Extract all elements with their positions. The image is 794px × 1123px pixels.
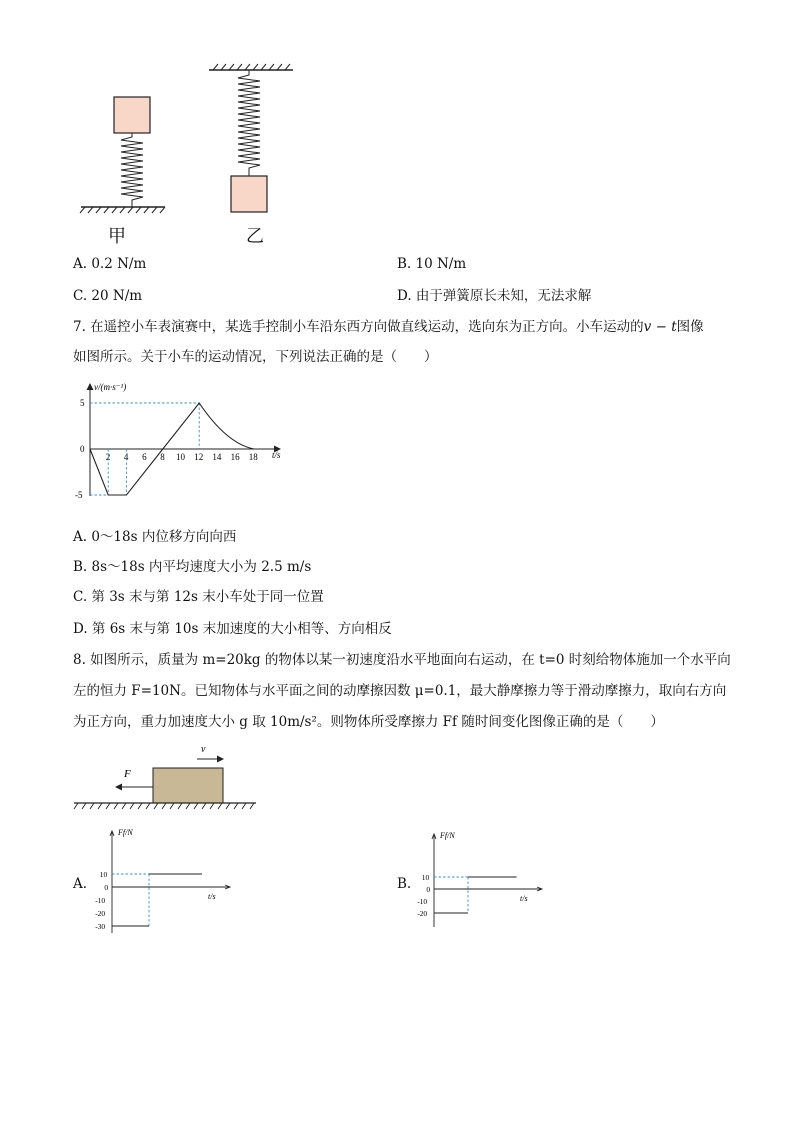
vt-x-tick-6: 6 <box>142 452 147 462</box>
vt-x-tick-16: 16 <box>230 452 240 462</box>
vt-ylabel: v/(m·s⁻¹) <box>94 382 127 392</box>
q8-stem-line3: 为正方向，重力加速度大小 g 取 10m/s²。则物体所受摩擦力 Ff 随时间变化图像正确的是（ ） <box>73 714 664 730</box>
label-jia: 甲 <box>108 226 126 247</box>
q7-option-c[interactable]: C. 第 3s 末与第 12s 末小车处于同一位置 <box>73 589 324 605</box>
q7-option-b[interactable]: B. 8s～18s 内平均速度大小为 2.5 m/s <box>73 559 312 575</box>
ffa-y-tick--20: -20 <box>95 909 106 918</box>
vt-chart <box>70 378 300 508</box>
ceiling-hatch-yi <box>213 64 290 70</box>
ffb-ylabel: Ff/N <box>440 831 455 840</box>
ground-hatch <box>74 803 254 809</box>
q8-stem-line1: 8. 如图所示，质量为 m=20kg 的物体以某一初速度沿水平地面向右运动，在 t=0 时刻给物体施加一个水平向 <box>73 652 731 668</box>
block-yi <box>231 176 267 212</box>
q6-option-b[interactable]: B. 10 N/m <box>397 256 467 272</box>
ffb-y-tick--10: -10 <box>417 897 428 906</box>
ffb-xlabel: t/s <box>520 894 528 903</box>
vt-x-tick-10: 10 <box>176 452 185 462</box>
force-label: F <box>124 768 131 780</box>
vt-x-tick-2: 2 <box>105 452 111 462</box>
ffb-y-tick-10: 10 <box>421 873 430 882</box>
vt-y-tick-0: 0 <box>80 444 85 454</box>
q8-stem-line2: 左的恒力 F=10N。已知物体与水平面之间的动摩擦因数 μ=0.1，最大静摩擦力等于滑动摩擦力，取向右方向 <box>73 683 727 699</box>
vt-x-tick-8: 8 <box>160 452 165 462</box>
block <box>153 768 223 803</box>
q6-option-d[interactable]: D. 由于弹簧原长未知，无法求解 <box>397 288 592 304</box>
q7-option-a[interactable]: A. 0～18s 内位移方向向西 <box>73 529 237 545</box>
vt-x-tick-4: 4 <box>123 452 129 462</box>
vt-xlabel: t/s <box>272 450 281 460</box>
ffa-xlabel: t/s <box>208 892 216 901</box>
vt-x-tick-18: 18 <box>248 452 258 462</box>
label-yi: 乙 <box>246 226 264 247</box>
ffa-y-tick--30: -30 <box>95 922 106 931</box>
q7-option-d[interactable]: D. 第 6s 末与第 10s 末加速度的大小相等、方向相反 <box>73 621 392 637</box>
ffa-ylabel: Ff/N <box>118 828 133 837</box>
ffa-y-tick-10: 10 <box>99 870 108 879</box>
q6-option-a[interactable]: A. 0.2 N/m <box>73 256 147 272</box>
vt-x-tick-12: 12 <box>194 452 204 462</box>
ff-chart-a <box>88 825 238 940</box>
spring-jia <box>121 133 143 207</box>
ffa-y-tick--10: -10 <box>95 896 106 905</box>
q6-option-c[interactable]: C. 20 N/m <box>73 288 143 304</box>
ffa-y-tick-0: 0 <box>104 883 109 892</box>
velocity-label: v <box>201 744 206 755</box>
ffb-y-tick-0: 0 <box>426 885 431 894</box>
spring-figure <box>75 55 315 255</box>
ffb-y-tick--20: -20 <box>417 909 428 918</box>
ground-hatch-jia <box>80 207 165 213</box>
vt-x-tick-14: 14 <box>212 452 222 462</box>
q8-option-a[interactable]: A. <box>73 876 88 892</box>
q8-option-b[interactable]: B. <box>397 876 412 892</box>
block-jia <box>114 97 150 133</box>
q7-stem-line2: 如图所示。关于小车的运动情况，下列说法正确的是（ ） <box>73 349 438 365</box>
vt-y-tick--5: -5 <box>75 490 83 500</box>
block-force-figure <box>70 740 270 815</box>
spring-yi <box>238 70 260 176</box>
q7-stem-line1: 7. 在遥控小车表演赛中，某选手控制小车沿东西方向做直线运动，选向东为正方向。小车运动的v − t图像 <box>73 319 704 335</box>
vt-y-tick-5: 5 <box>80 398 85 408</box>
ff-chart-b <box>412 830 552 930</box>
